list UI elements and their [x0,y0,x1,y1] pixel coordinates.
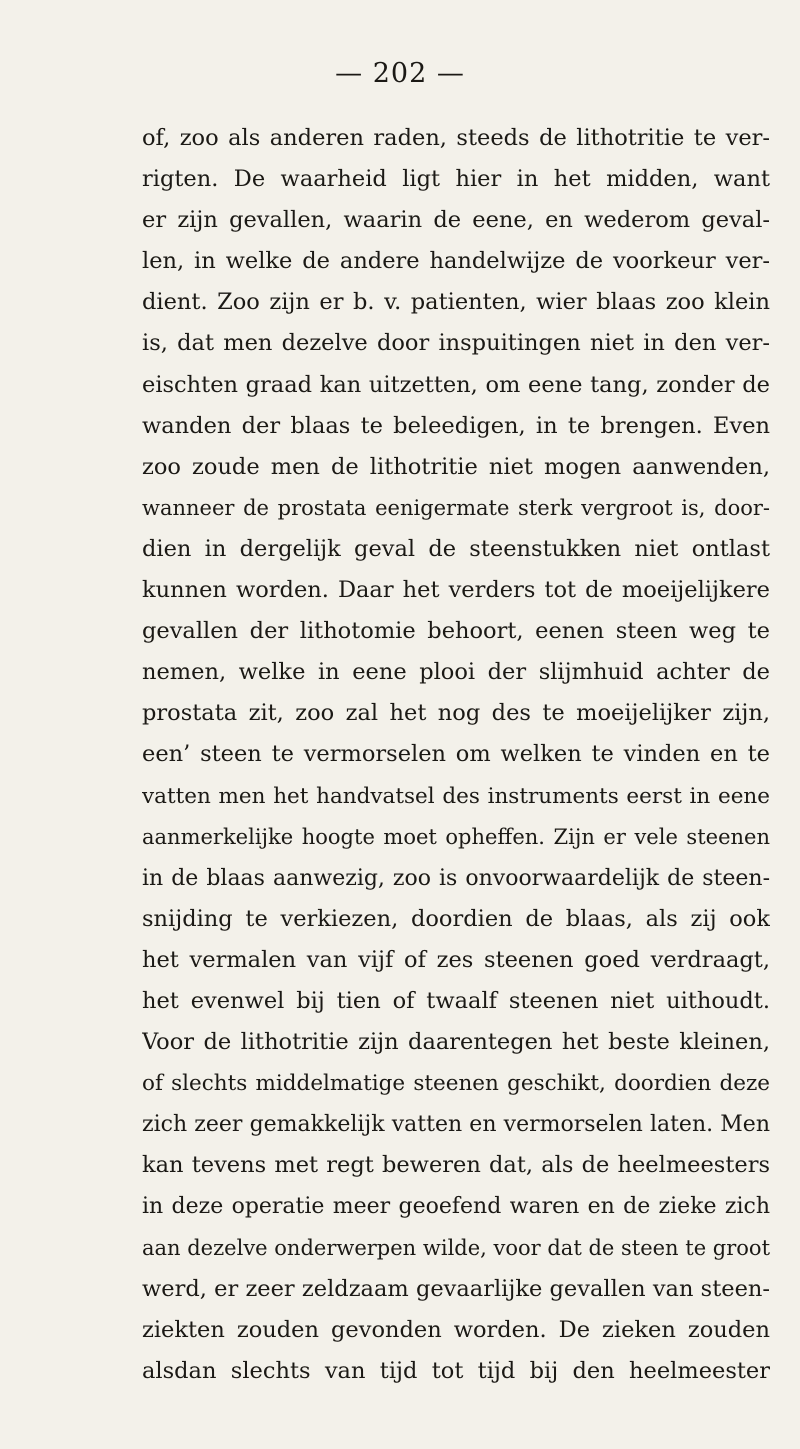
text-line: prostata zit, zoo zal het nog des te moeijelijker zijn, [142,700,770,727]
text-line: een’ steen te vermorselen om welken te vinden en te [142,741,770,768]
text-line: alsdan slechts van tijd tot tijd bij den heelmeester [142,1357,770,1384]
text-line: er zijn gevallen, waarin de eene, en wederom geval- [142,207,770,234]
text-line: dient. Zoo zijn er b. v. patienten, wier blaas zoo klein [142,289,770,316]
text-line: kan tevens met regt beweren dat, als de heelmeesters [142,1152,770,1179]
text-line: kunnen worden. Daar het verders tot de moeijelijkere [142,577,770,604]
text-line: of slechts middelmatige steenen geschikt, doordien deze [142,1071,770,1097]
text-line: aanmerkelijke hoogte moet opheffen. Zijn er vele steenen [142,824,770,849]
text-line: dien in dergelijk geval de steenstukken niet ontlast [142,535,770,562]
text-line: is, dat men dezelve door inspuitingen niet in den ver- [142,330,770,357]
text-line: vatten men het handvatsel des instruments eerst in eene [142,783,770,809]
text-line: zich zeer gemakkelijk vatten en vermorselen laten. Men [142,1112,770,1138]
text-line: ziekten zouden gevonden worden. De zieken zouden [142,1316,770,1343]
text-line: wanden der blaas te beleedigen, in te brengen. Even [142,412,770,439]
text-line: len, in welke de andere handelwijze de voorkeur ver- [142,248,770,275]
page-number: — 202 — [335,58,465,89]
text-line: of, zoo als anderen raden, steeds de lithotritie te ver- [142,125,770,151]
text-line: in deze operatie meer geoefend waren en de zieke zich [142,1194,770,1220]
text-line: zoo zoude men de lithotritie niet mogen aanwenden, [142,453,770,480]
text-line: snijding te verkiezen, doordien de blaas, als zij ook [142,905,770,932]
body-text [142,118,770,1392]
text-line: het evenwel bij tien of twaalf steenen niet uithoudt. [142,987,770,1014]
text-line: werd, er zeer zeldzaam gevaarlijke gevallen van steen- [142,1275,770,1302]
text-line: aan dezelve onderwerpen wilde, voor dat de steen te groot [142,1235,770,1260]
text-line: gevallen der lithotomie behoort, eenen steen weg te [142,618,770,645]
text-line: nemen, welke in eene plooi der slijmhuid achter de [142,659,770,686]
text-line: in de blaas aanwezig, zoo is onvoorwaardelijk de steen- [142,865,770,891]
text-line: eischten graad kan uitzetten, om eene tang, zonder de [142,371,770,398]
text-line: Voor de lithotritie zijn daarentegen het beste kleinen, [142,1029,770,1056]
text-line: rigten. De waarheid ligt hier in het midden, want [142,166,770,193]
text-line: wanneer de prostata eenigermate sterk vergroot is, door- [142,495,770,520]
text-line: het vermalen van vijf of zes steenen goed verdraagt, [142,946,770,973]
